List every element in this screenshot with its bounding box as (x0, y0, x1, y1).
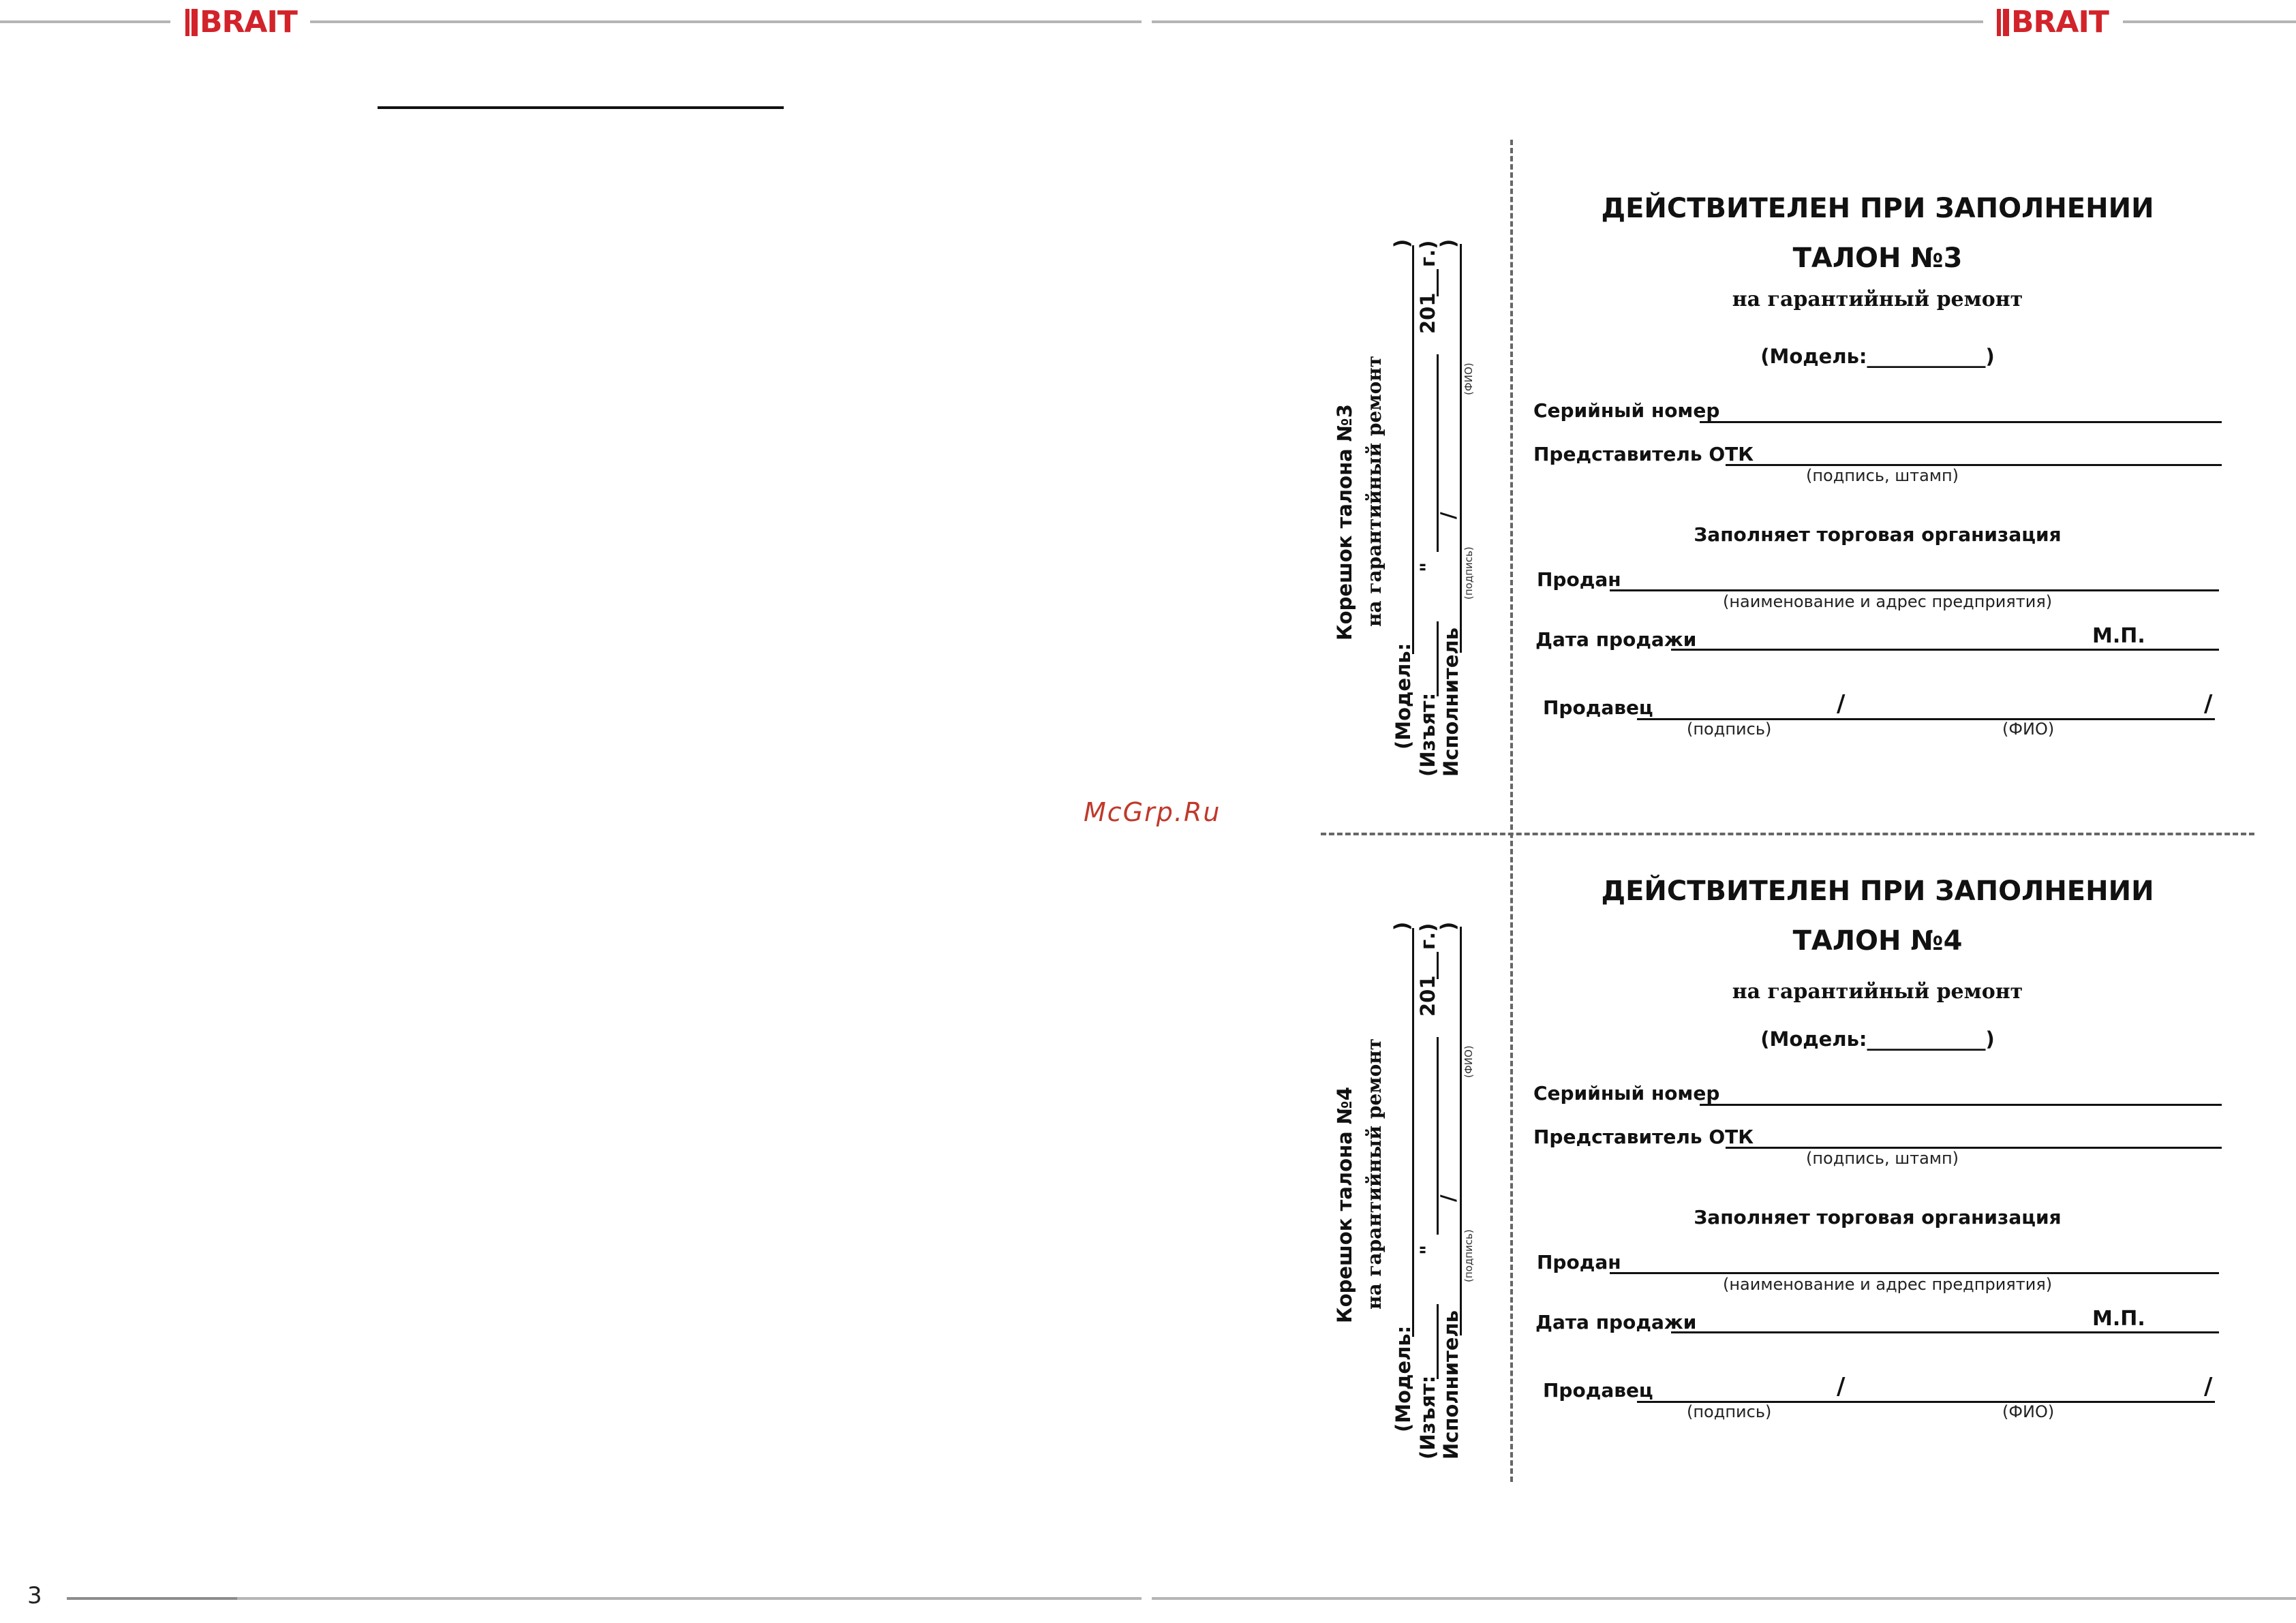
trade-org-title: Заполняет торговая организация (1694, 523, 2062, 546)
serial-line[interactable] (1700, 421, 2222, 423)
stub-day-line[interactable] (1437, 1304, 1439, 1379)
stub-model-close: ) (1390, 238, 1413, 248)
stub-fio-hint: (ФИО) (1463, 362, 1475, 395)
seller-slash-end: / (2204, 690, 2213, 717)
page-number: 3 (27, 1582, 42, 1609)
otk-label: Представитель ОТК (1533, 1126, 1754, 1148)
stub-model-label: (Модель: (1392, 643, 1415, 749)
seller-sign-hint: (подпись) (1687, 1402, 1772, 1421)
stub-executor-label: Исполнитель (1439, 627, 1463, 777)
stub-3 (1329, 218, 1475, 777)
seller-slash: / (1837, 690, 1846, 717)
mp-label: М.П. (2092, 624, 2145, 648)
stub-subtitle: на гарантийный ремонт (1363, 355, 1386, 627)
talon-subtitle: на гарантийный ремонт (1732, 980, 2023, 1004)
talon-title: ТАЛОН №3 (1792, 243, 1963, 274)
stub-seized-label: (Изъят: (1416, 692, 1439, 777)
stub-sign-hint: (подпись) (1463, 1229, 1475, 1282)
seller-slash-end: / (2204, 1373, 2213, 1400)
stub-model-label: (Модель: (1392, 1325, 1415, 1432)
footer-rule-right (1152, 1597, 2296, 1600)
stub-4 (1329, 901, 1475, 1459)
otk-line[interactable] (1726, 464, 2222, 466)
stub-executor-close: ) (1437, 238, 1460, 248)
otk-label: Представитель ОТК (1533, 443, 1754, 465)
stub-slash: / (1437, 512, 1460, 519)
talon-title: ТАЛОН №4 (1792, 925, 1963, 957)
stub-title: Корешок талона №4 (1333, 1087, 1356, 1323)
stub-slash: / (1437, 1194, 1460, 1202)
sold-hint: (наименование и адрес предприятия) (1723, 592, 2053, 611)
stub-executor-label: Исполнитель (1439, 1310, 1463, 1459)
stub-title: Корешок талона №3 (1333, 404, 1356, 640)
stub-executor-line[interactable] (1460, 927, 1462, 1335)
sold-label: Продан (1537, 568, 1621, 591)
seller-fio-hint: (ФИО) (2002, 720, 2055, 739)
logo-text: BRAIT (2011, 5, 2109, 40)
sold-line[interactable] (1610, 589, 2219, 591)
valid-title: ДЕЙСТВИТЕЛЕН ПРИ ЗАПОЛНЕНИИ (1601, 876, 2154, 907)
stub-day-line[interactable] (1437, 621, 1439, 696)
otk-hint: (подпись, штамп) (1806, 466, 1959, 485)
stub-month-line[interactable] (1437, 1037, 1439, 1235)
header-rule-left-a (0, 20, 170, 23)
sold-line[interactable] (1610, 1272, 2219, 1274)
stub-sign-hint: (подпись) (1463, 546, 1475, 600)
stub-model-line[interactable] (1412, 245, 1414, 654)
talon-subtitle: на гарантийный ремонт (1732, 288, 2023, 311)
seller-label: Продавец (1543, 696, 1653, 719)
serial-label: Серийный номер (1533, 1082, 1720, 1104)
seller-label: Продавец (1543, 1379, 1653, 1402)
seller-slash: / (1837, 1373, 1846, 1400)
brait-logo-left (185, 5, 297, 40)
date-label: Дата продажи (1535, 1311, 1697, 1333)
stub-month-line[interactable] (1437, 354, 1439, 552)
stub-year: 201 (1416, 292, 1439, 334)
otk-line[interactable] (1726, 1147, 2222, 1149)
stub-subtitle: на гарантийный ремонт (1363, 1038, 1386, 1310)
serial-label: Серийный номер (1533, 399, 1720, 422)
logo-text: BRAIT (200, 5, 297, 40)
stub-year-line[interactable] (1437, 952, 1439, 979)
date-line[interactable] (1671, 1331, 2219, 1333)
date-line[interactable] (1671, 649, 2219, 651)
stub-quote: " (1416, 1244, 1439, 1255)
stub-year: 201 (1416, 975, 1439, 1017)
stub-executor-line[interactable] (1460, 244, 1462, 653)
stub-year-suffix: г.) (1416, 240, 1439, 267)
otk-hint: (подпись, штамп) (1806, 1149, 1959, 1168)
coupon-4 (1533, 683, 2222, 1514)
stub-executor-close: ) (1437, 921, 1460, 931)
header-rule-left-b (310, 20, 1142, 23)
model-field: (Модель:____________) (1760, 345, 1995, 368)
stub-fio-hint: (ФИО) (1463, 1045, 1475, 1078)
stub-model-line[interactable] (1412, 928, 1414, 1337)
stub-quote: " (1416, 561, 1439, 572)
sold-label: Продан (1537, 1251, 1621, 1273)
stub-model-close: ) (1390, 921, 1413, 931)
date-label: Дата продажи (1535, 628, 1697, 651)
watermark: McGrp.Ru (1084, 797, 1221, 827)
stub-year-line[interactable] (1437, 269, 1439, 296)
serial-line[interactable] (1700, 1104, 2222, 1106)
seller-sign-hint: (подпись) (1687, 720, 1772, 739)
valid-title: ДЕЙСТВИТЕЛЕН ПРИ ЗАПОЛНЕНИИ (1601, 193, 2154, 224)
trade-org-title: Заполняет торговая организация (1694, 1206, 2062, 1228)
logo-mark-icon (185, 9, 198, 36)
footer-rule-left-accent (67, 1597, 237, 1600)
seller-fio-hint: (ФИО) (2002, 1402, 2055, 1421)
mp-label: М.П. (2092, 1307, 2145, 1331)
stub-seized-label: (Изъят: (1416, 1375, 1439, 1459)
stub-year-suffix: г.) (1416, 923, 1439, 950)
left-page-underline (378, 106, 784, 109)
sold-hint: (наименование и адрес предприятия) (1723, 1275, 2053, 1294)
cut-line-vertical (1510, 140, 1513, 1482)
model-field: (Модель:____________) (1760, 1027, 1995, 1051)
